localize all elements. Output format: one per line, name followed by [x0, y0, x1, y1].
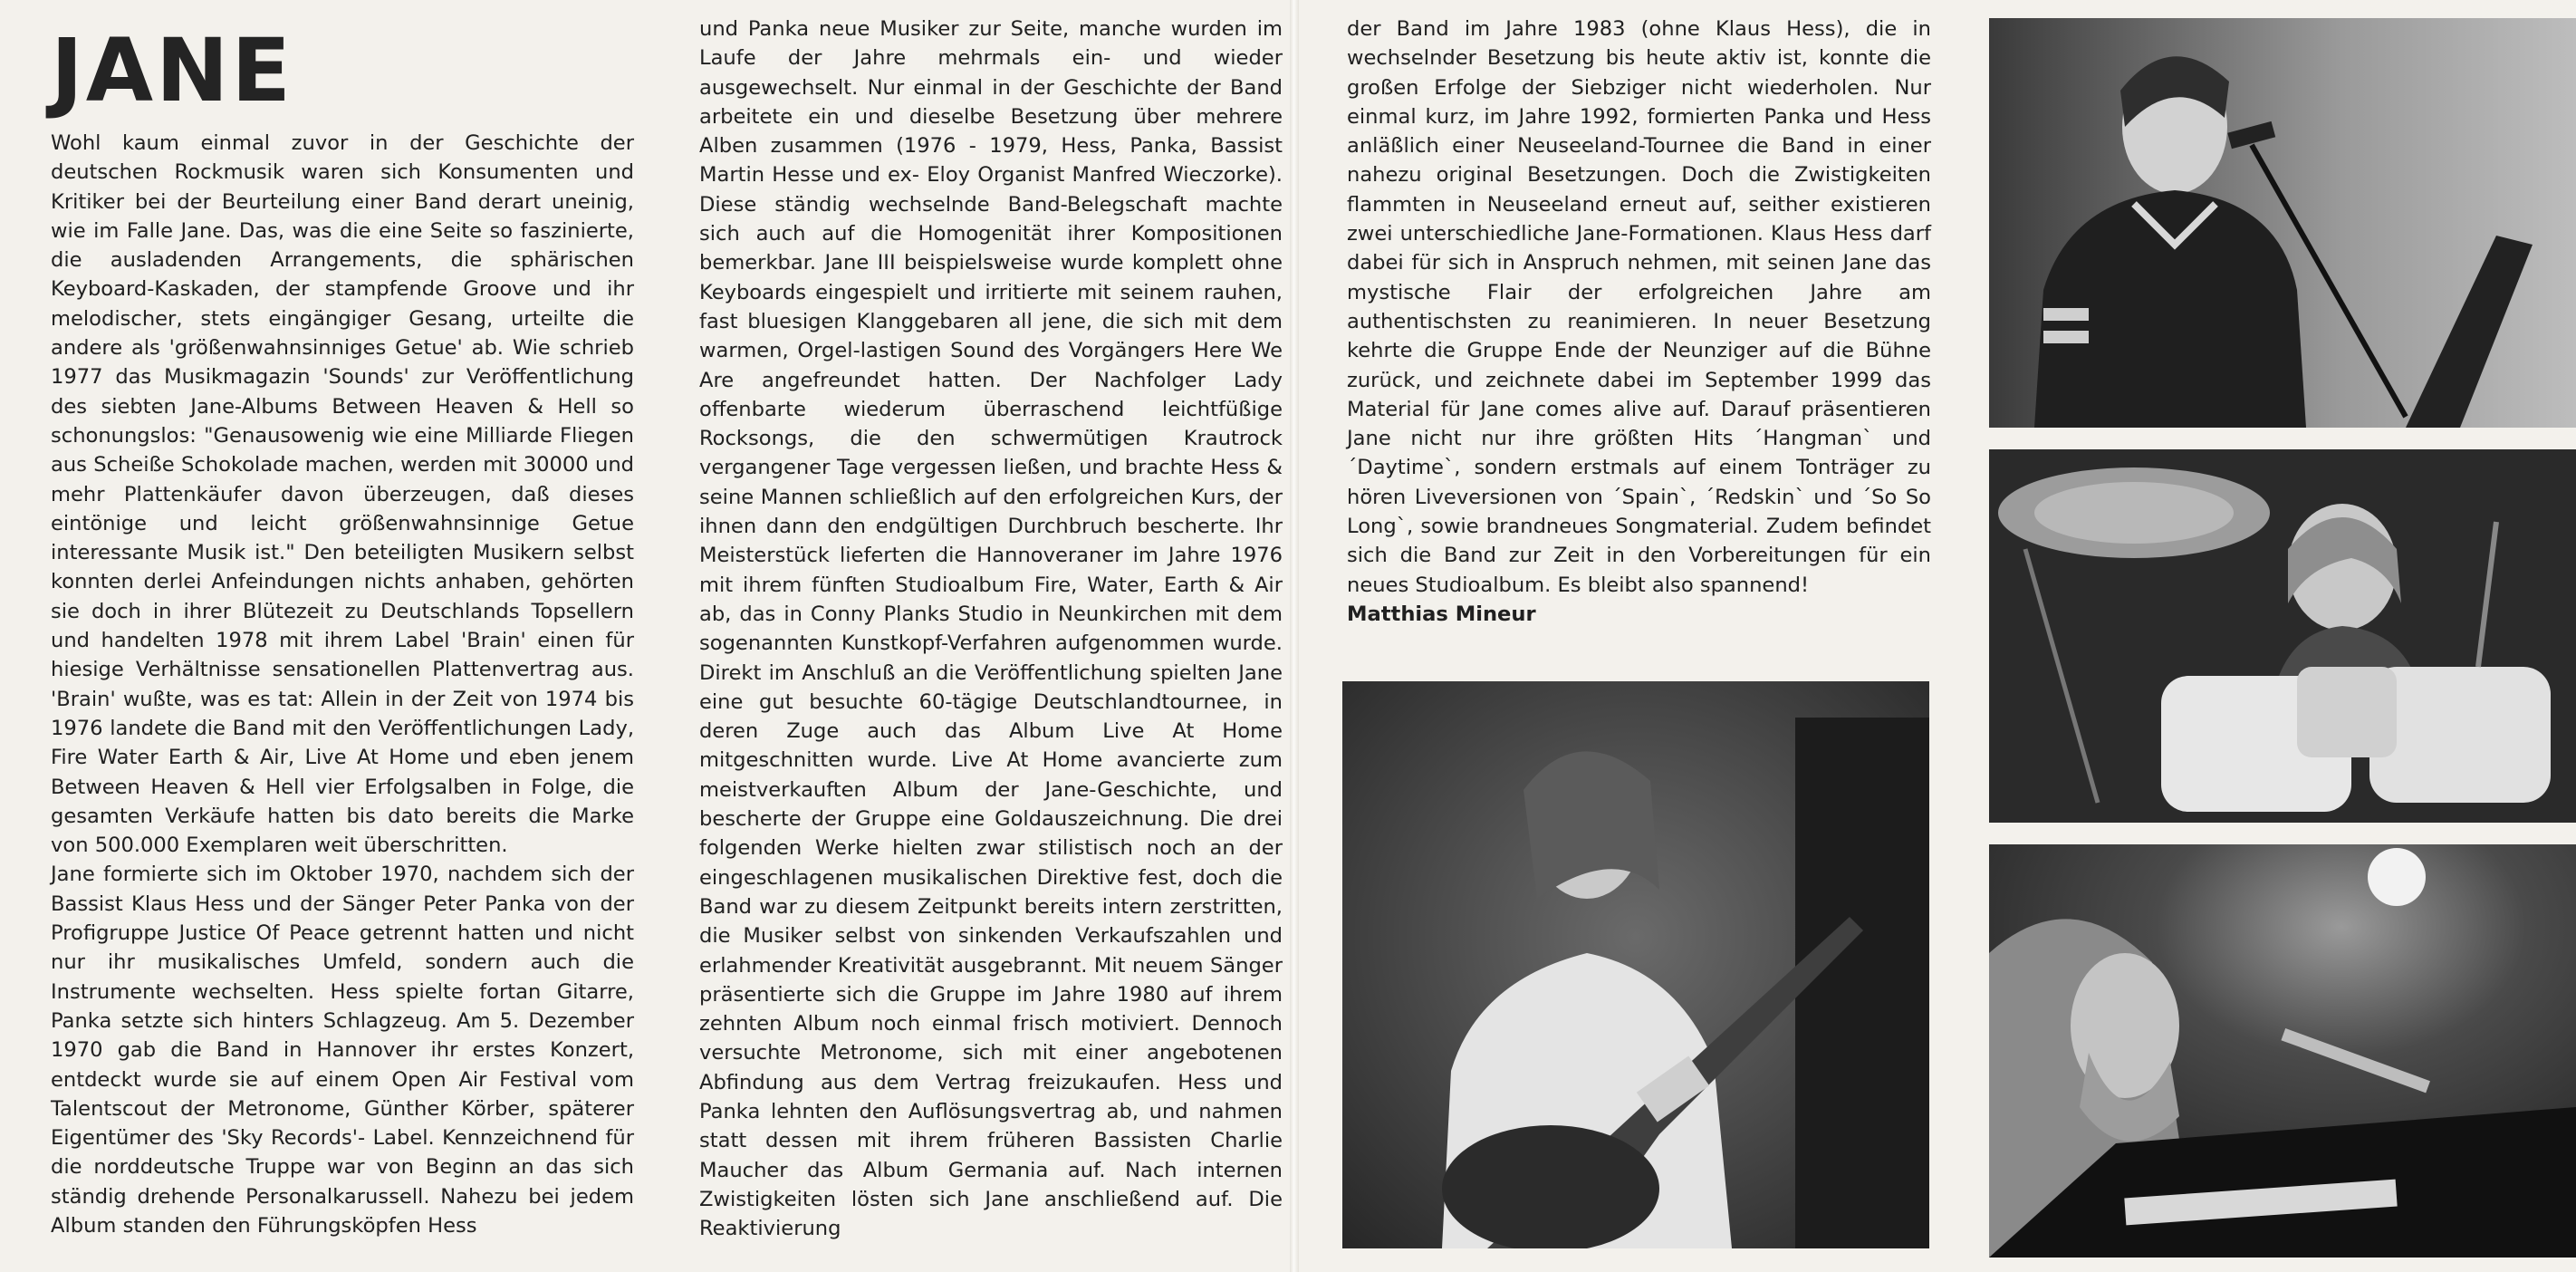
paragraph-formation: Jane formierte sich im Oktober 1970, nachdem sich der Bassist Klaus Hess und der Sänger Peter Panka von der Profigruppe Justice Of Peace getrennt hatten und nicht nur ihr musikalisches Umfeld, sondern auch die Instrumente wechselten. Hess spielte fortan Gitarre, Panka setzte sich hinters Schlagzeug. Am 5. Dezember 1970 gab die Band in Hannover ihr erstes Konzert, entdeckt wurde sie auf einem Open Air Festival vom Talentscout der Metronome, Günther Körber, späterer Eigentümer des 'Sky Records'- Label. Kennzeichnend für die norddeutsche Truppe war von Beginn an das sich ständig drehende Personalkarussell. Nahezu bei jedem Album standen den Führungsköpfen Hess [51, 862, 634, 1238]
text-column-3 [1347, 14, 1931, 629]
singer-image [1989, 18, 2576, 428]
page-title: JANE [51, 20, 293, 121]
paragraph-reunion: der Band im Jahre 1983 (ohne Klaus Hess), die in wechselnder Besetzung bis heute aktiv ist, konnte die großen Erfolge der Siebziger nicht wiederholen. Nur einmal kurz, im Jahre 1992, formierten Panka und Hess anläßlich einer Neuseeland-Tournee die Band in einer nahezu original Besetzungen. Doch die Zwistigkeiten flammten in Neuseeland erneut auf, seither existieren zwei unterschiedliche Jane-Formationen. Klaus Hess darf dabei für sich in Anspruch nehmen, mit seinen Jane das mystische Flair der erfolgreichen Jahre am authentischsten zu reanimieren. In neuer Besetzung kehrte die Gruppe Ende der Neunziger auf die Bühne zurück, und zeichnete dabei im September 1999 das Material für Jane comes alive auf. Darauf präsentieren Jane nicht nur ihre größten Hits ´Hangman` und ´Daytime`, sondern erstmals auf einem Tonträger zu hören Liveversionen von ´Spain`, ´Redskin` und ´So So Long`, sowie brandneues Songmaterial. Zudem befindet sich die Band zur Zeit in den Vorbereitungen für ein neues Studioalbum. Es bleibt also spannend! [1347, 17, 1931, 597]
guitarist-image [1342, 681, 1929, 1248]
drummer-image [1989, 449, 2576, 823]
photo-drummer [1989, 449, 2576, 823]
page-fold [1290, 0, 1299, 1272]
author-name: Matthias Mineur [1347, 602, 1536, 626]
keyboarder-image [1989, 844, 2576, 1258]
text-column-1 [51, 129, 634, 1240]
photo-guitarist [1342, 681, 1929, 1248]
photo-keyboarder [1989, 844, 2576, 1258]
text-column-2 [699, 14, 1283, 1243]
paragraph-history: und Panka neue Musiker zur Seite, manche wurden im Laufe der Jahre mehrmals ein- und wieder ausgewechselt. Nur einmal in der Geschichte der Band arbeitete ein und dieselbe Besetzung über mehrere Alben zusammen (1976 - 1979, Hess, Panka, Bassist Martin Hesse und ex- Eloy Organist Manfred Wieczorke). Diese ständig wechselnde Band-Belegschaft machte sich auch auf die Homogenität ihrer Kompositionen bemerkbar. Jane III beispielsweise wurde komplett ohne Keyboards eingespielt und irritierte mit seinem rauhen, fast bluesigen Klanggebaren all jene, die sich mit dem warmen, Orgel-lastigen Sound des Vorgängers Here We Are angefreundet hatten. Der Nachfolger Lady offenbarte wiederum überraschend leichtfüßige Rocksongs, die den schwermütigen Krautrock vergangener Tage vergessen ließen, und brachte Hess & seine Mannen schließlich auf den erfolgreichen Kurs, der ihnen dann den endgültigen Durchbruch bescherte. Ihr Meisterstück lieferten die Hannoveraner im Jahre 1976 mit ihrem fünften Studioalbum Fire, Water, Earth & Air ab, das in Conny Planks Studio in Neunkirchen mit dem sogenannten Kunstkopf-Verfahren aufgenommen wurde. Direkt im Anschluß an die Veröffentlichung spielten Jane eine gut besuchte 60-tägige Deutschlandtournee, in deren Zuge auch das Album Live At Home mitgeschnitten wurde. Live At Home avancierte zum meistverkauften Album der Jane-Geschichte, und bescherte der Gruppe eine Goldauszeichnung. Die drei folgenden Werke hielten zwar stilistisch noch an der eingeschlagenen musikalischen Direktive fest, doch die Band war zu diesem Zeitpunkt bereits intern zerstritten, die Musiker selbst von sinkenden Verkaufszahlen und erlahmender Kreativität ausgebrannt. Mit neuem Sänger präsentierte sich die Gruppe im Jahre 1980 auf ihrem zehnten Album noch einmal frisch motiviert. Dennoch versuchte Metronome, sich mit einer angebotenen Abfindung aus dem Vertrag freizukaufen. Hess und Panka lehnten den Auflösungsvertrag ab, und nahmen statt dessen mit ihrem früheren Bassisten Charlie Maucher das Album Germania auf. Nach internen Zwistigkeiten lösten sich Jane anschließend auf. Die Reaktivierung [699, 17, 1283, 1241]
photo-singer [1989, 18, 2576, 428]
paragraph-intro: Wohl kaum einmal zuvor in der Geschichte der deutschen Rockmusik waren sich Konsumenten und Kritiker bei der Beurteilung einer Band derart uneinig, wie im Falle Jane. Das, was die eine Seite so faszinierte, die ausladenden Arrangements, die sphärischen Keyboard-Kaskaden, der stampfende Groove und ihr melodischer, stets eingängiger Gesang, urteilte die andere als 'größenwahnsinniges Getue' ab. Wie schrieb 1977 das Musikmagazin 'Sounds' zur Veröffentlichung des siebten Jane-Albums Between Heaven & Hell so schonungslos: "Genausowenig wie eine Milliarde Fliegen aus Scheiße Schokolade machen, werden mit 30000 und mehr Plattenkäufer davon überzeugen, daß dieses eintönige und leicht größenwahnsinnige Getue interessante Musik ist." Den beteiligten Musikern selbst konnten derlei Anfeindungen nichts anhaben, gehörten sie doch in ihrer Blütezeit zu Deutschlands Topsellern und handelten 1978 mit ihrem Label 'Brain' einen für hiesige Verhältnisse sensationellen Plattenvertrag aus. 'Brain' wußte, was es tat: Allein in der Zeit von 1974 bis 1976 landete die Band mit den Veröffentlichungen Lady, Fire Water Earth & Air, Live At Home und eben jenem Between Heaven & Hell vier Erfolgsalben in Folge, die gesamten Verkäufe hatten bis dato bereits die Marke von 500.000 Exemplaren weit überschritten. [51, 131, 634, 858]
